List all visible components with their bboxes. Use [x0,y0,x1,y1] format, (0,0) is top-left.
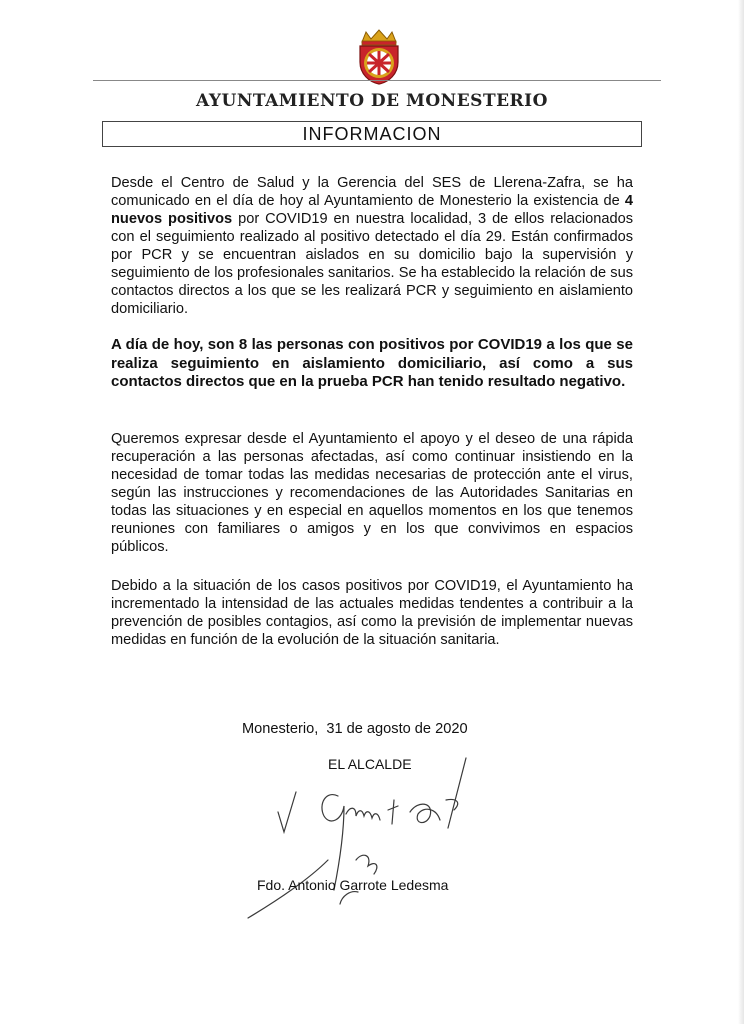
date-line: Monesterio, 31 de agosto de 2020 [242,721,468,737]
signed-by: Fdo. Antonio Garrote Ledesma [257,877,449,893]
paragraph-1-text: por COVID19 en nuestra localidad, 3 de ellos relacionados con el seguimiento realizado al positivo detectado el día 29. Están confirmados por PCR y se encuentran aislados en su domicilio bajo la supervisión y seguimiento de los profesionales sanitarios. Se ha establecido la relación de sus contactos directos a los que se les realizará PCR y seguimiento en aislamiento domiciliario. [111,211,633,317]
document-title: INFORMACION [102,121,642,147]
page-edge-shadow [738,0,744,1024]
paragraph-2-highlight: A día de hoy, son 8 las personas con positivos por COVID19 a los que se realiza seguimiento en aislamiento domiciliario, así como a sus contactos directos que en la prueba PCR han tenido resultado negativo. [111,336,633,390]
organization-name: AYUNTAMIENTO DE MONESTERIO [196,91,548,111]
paragraph-1 [111,174,633,318]
header-divider [93,80,661,81]
paragraph-4: Debido a la situación de los casos positivos por COVID19, el Ayuntamiento ha incrementado la intensidad de las actuales medidas tendentes a contribuir a la prevención de posibles contagios, así como la previsión de implementar nuevas medidas en función de la evolución de la situación sanitaria. [111,578,633,648]
coat-of-arms-icon [354,28,404,86]
paragraph-1-emphasis: 4 nuevos positivos [111,193,633,227]
handwritten-signature-icon [238,740,498,925]
paragraph-3: Queremos expresar desde el Ayuntamiento el apoyo y el deseo de una rápida recuperación a las personas afectadas, así como continuar insistiendo en la necesidad de tomar todas las medidas necesarias de protección ante el virus, según las instrucciones y recomendaciones de las Autoridades Sanitarias en todas las situaciones y en especial en aquellos momentos en los que tenemos reuniones con familiares o amigos y en los que convivimos en espacios públicos. [111,431,633,555]
signer-role: EL ALCALDE [328,756,412,772]
paragraph-1-text: Desde el Centro de Salud y la Gerencia del SES de Llerena-Zafra, se ha comunicado en el día de hoy al Ayuntamiento de Monesterio la existencia de [111,175,633,209]
